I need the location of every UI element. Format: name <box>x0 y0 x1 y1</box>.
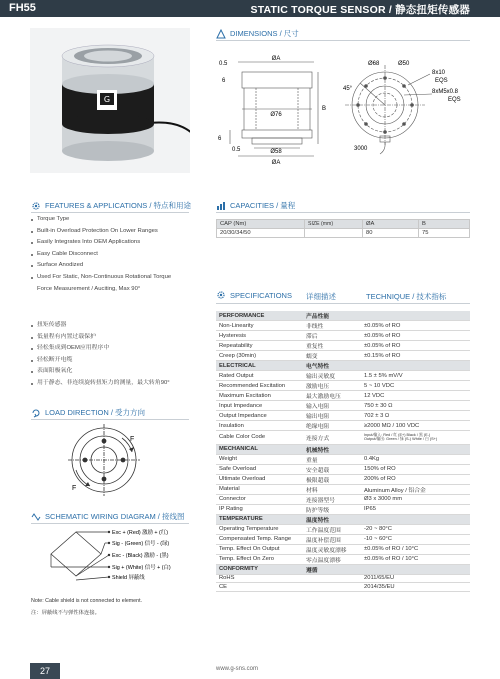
list-item: 表面阳极氧化 <box>31 366 170 378</box>
section-header-mechanical: MECHANICAL 机械特性 <box>216 444 470 454</box>
wiring-icon <box>31 512 41 522</box>
section-header-conformity: CONFORMITY 遵循 <box>216 564 470 574</box>
page-title: STATIC TORQUE SENSOR / 静态扭矩传感器 <box>250 4 470 16</box>
capacities-table <box>216 219 470 238</box>
page-number: 27 <box>30 663 60 679</box>
list-item: Easy Cable Disconnect <box>31 249 171 261</box>
dim-label-58: Ø58 <box>270 149 282 155</box>
list-item: Easily Integrates Into OEM Applications <box>31 237 171 249</box>
section-header-performance: PERFORMANCE 产品性能 <box>216 311 470 321</box>
features-list-cn <box>31 320 170 390</box>
dim-label-45deg: 45° <box>343 86 353 92</box>
force-label-2: F <box>72 485 77 492</box>
table-row: Ultimate Overload 极限超载 200% of RO <box>216 474 470 484</box>
table-header-row <box>217 220 470 229</box>
divider <box>31 523 189 524</box>
table-row: Operating Temperature 工作温度范围 -20 ~ 80°C <box>216 524 470 534</box>
wiring-heading: SCHEMATIC WIRING DIAGRAM / 接线图 <box>31 511 184 522</box>
wire-sig-minus: Sig - (Green) 信号 - (绿) <box>112 541 170 547</box>
dim-label-holes2: 8xM5x0.8 <box>432 89 459 95</box>
list-item: Used For Static, Non-Continuous Rotational Torque <box>31 272 171 284</box>
table-row: Repeatability 重复性 ±0.05% of RO <box>216 341 470 351</box>
divider <box>31 212 189 213</box>
section-header-temperature: TEMPERATURE 温度特性 <box>216 514 470 524</box>
table-row-cable-color: Cable Color Code 连接方式 Input/输入: Red / 红 (E+) Black / 黑 (E-) Output/输出: Green / 绿 (S-) White / 白 (S+) <box>216 431 470 445</box>
table-row: Creep (30min) 蠕变 ±0.15% of RO <box>216 351 470 361</box>
dim-label-a-top: ØA <box>271 56 281 62</box>
table-row: 20/30/34/50 80 75 <box>217 229 470 238</box>
list-item-continuation: Force Measurement / Auciting, Max 90° <box>37 285 141 292</box>
chart-icon <box>216 201 226 211</box>
list-item: 低量程有内置过载保护 <box>31 332 170 344</box>
table-row: Insulation 绝缘电阻 ≥2000 MΩ / 100 VDC <box>216 421 470 431</box>
table-row: Material 材料 Aluminum Alloy / 铝合金 <box>216 484 470 494</box>
wire-sig-plus: Sig + (White) 信号 + (白) <box>112 565 171 571</box>
specifications-heading-cn: 详细描述 <box>306 292 336 301</box>
load-direction-diagram <box>60 422 150 500</box>
col-b: B <box>419 220 470 229</box>
dimensions-heading: DIMENSIONS / 尺寸 <box>216 28 299 39</box>
table-row: Recommended Excitation 激励电压 5 ~ 10 VDC <box>216 381 470 391</box>
wiring-diagram <box>31 526 191 586</box>
features-heading: FEATURES & APPLICATIONS / 特点和用途 <box>31 200 191 211</box>
section-header-electrical: ELECTRICAL 电气特性 <box>216 361 470 371</box>
svg-text:G: G <box>103 95 111 104</box>
table-row: Non-Linearity 非线性 ±0.05% of RO <box>216 321 470 331</box>
table-row: Safe Overload 安全超载 150% of RO <box>216 464 470 474</box>
list-item: 扭矩传感器 <box>31 320 170 332</box>
dim-label-a-bot: ØA <box>271 160 281 166</box>
features-list-en <box>31 214 171 295</box>
table-row: Weight 重量 0.4Kg <box>216 454 470 464</box>
divider <box>216 40 470 41</box>
gear-icon <box>216 290 226 300</box>
dim-label-b: B <box>322 106 327 112</box>
model-number: FH55 <box>9 2 36 14</box>
gear-icon <box>31 201 41 211</box>
force-label-1: F <box>130 436 135 443</box>
table-row: Compensated Temp. Range 温度补偿范围 -10 ~ 60°C <box>216 534 470 544</box>
note-en: Note: Cable shield is not connected to element. <box>31 598 143 604</box>
product-photo <box>30 28 190 173</box>
table-row: Hysteresis 滞后 ±0.05% of RO <box>216 331 470 341</box>
list-item: Surface Anodized <box>31 260 171 272</box>
wire-exc-plus: Exc + (Red) 激励 + (红) <box>112 530 169 536</box>
load-direction-heading: LOAD DIRECTION / 受力方向 <box>31 407 145 418</box>
rotation-icon <box>31 408 41 418</box>
list-item: 用于静态、非连续旋转扭矩力的测量，最大转角90° <box>31 378 170 390</box>
table-row: Connector 连接器型号 Ø3 x 3000 mm <box>216 494 470 504</box>
dim-label-eqs1: EQS <box>435 78 448 84</box>
list-item: 轻松断开电缆 <box>31 355 170 367</box>
table-row: Temp. Effect On Zero 零点温度漂移 ±0.05% of RO / 10°C <box>216 554 470 564</box>
dimension-drawing-top <box>340 50 470 170</box>
specifications-heading: SPECIFICATIONS <box>216 290 292 300</box>
list-item: 轻松集成到OEM应用程序中 <box>31 343 170 355</box>
list-item: Built-in Overload Protection On Lower Ranges <box>31 226 171 238</box>
dim-label-05-top: 0.5 <box>219 61 228 67</box>
divider <box>31 419 189 420</box>
col-a: ØA <box>363 220 419 229</box>
dimension-drawing-side <box>214 50 344 170</box>
table-row: Maximum Excitation 最大激励电压 12 VDC <box>216 391 470 401</box>
dim-label-6-bot: 6 <box>218 136 222 142</box>
dim-label-68: Ø68 <box>368 61 380 67</box>
dim-label-76: Ø76 <box>270 112 282 118</box>
table-row: IP Rating 防护等级 IP65 <box>216 504 470 514</box>
col-cap: CAP (Nm) <box>217 220 305 229</box>
col-size: SIZE (mm) <box>305 220 363 229</box>
table-row: Output Impedance 输出电阻 702 ± 3 Ω <box>216 411 470 421</box>
table-row: Rated Output 输出灵敏度 1.5 ± 5% mV/V <box>216 371 470 381</box>
table-row: CE 2014/35/EU <box>216 583 470 592</box>
dim-label-05-bot: 0.5 <box>232 147 241 153</box>
table-row: Input Impedance 输入电阻 750 ± 30 Ω <box>216 401 470 411</box>
dim-label-holes1: 8x10 <box>432 70 446 76</box>
note-cn: 注：屏蔽线不与弹性体连接。 <box>31 610 100 616</box>
table-row: RoHS 2011/65/EU <box>216 574 470 583</box>
divider <box>216 303 470 304</box>
dim-label-6-top: 6 <box>222 78 226 84</box>
divider <box>216 212 470 213</box>
triangle-ruler-icon <box>216 29 226 39</box>
list-item: Torque Type <box>31 214 171 226</box>
table-row: Temp. Effect On Output 温度灵敏度漂移 ±0.05% of RO / 10°C <box>216 544 470 554</box>
dim-label-3000: 3000 <box>354 146 368 152</box>
footer-url[interactable]: www.g-sns.com <box>216 666 259 672</box>
capacities-heading: CAPACITIES / 量程 <box>216 200 295 211</box>
technique-heading: TECHNIQUE / 技术指标 <box>366 292 447 301</box>
page-header <box>0 0 500 17</box>
specifications-table <box>216 311 470 592</box>
dim-label-50: Ø50 <box>398 61 410 67</box>
dim-label-eqs2: EQS <box>448 97 461 103</box>
wire-shield: Shield 屏蔽线 <box>112 575 145 581</box>
wire-exc-minus: Exc - (Black) 激励 - (黑) <box>112 553 169 559</box>
